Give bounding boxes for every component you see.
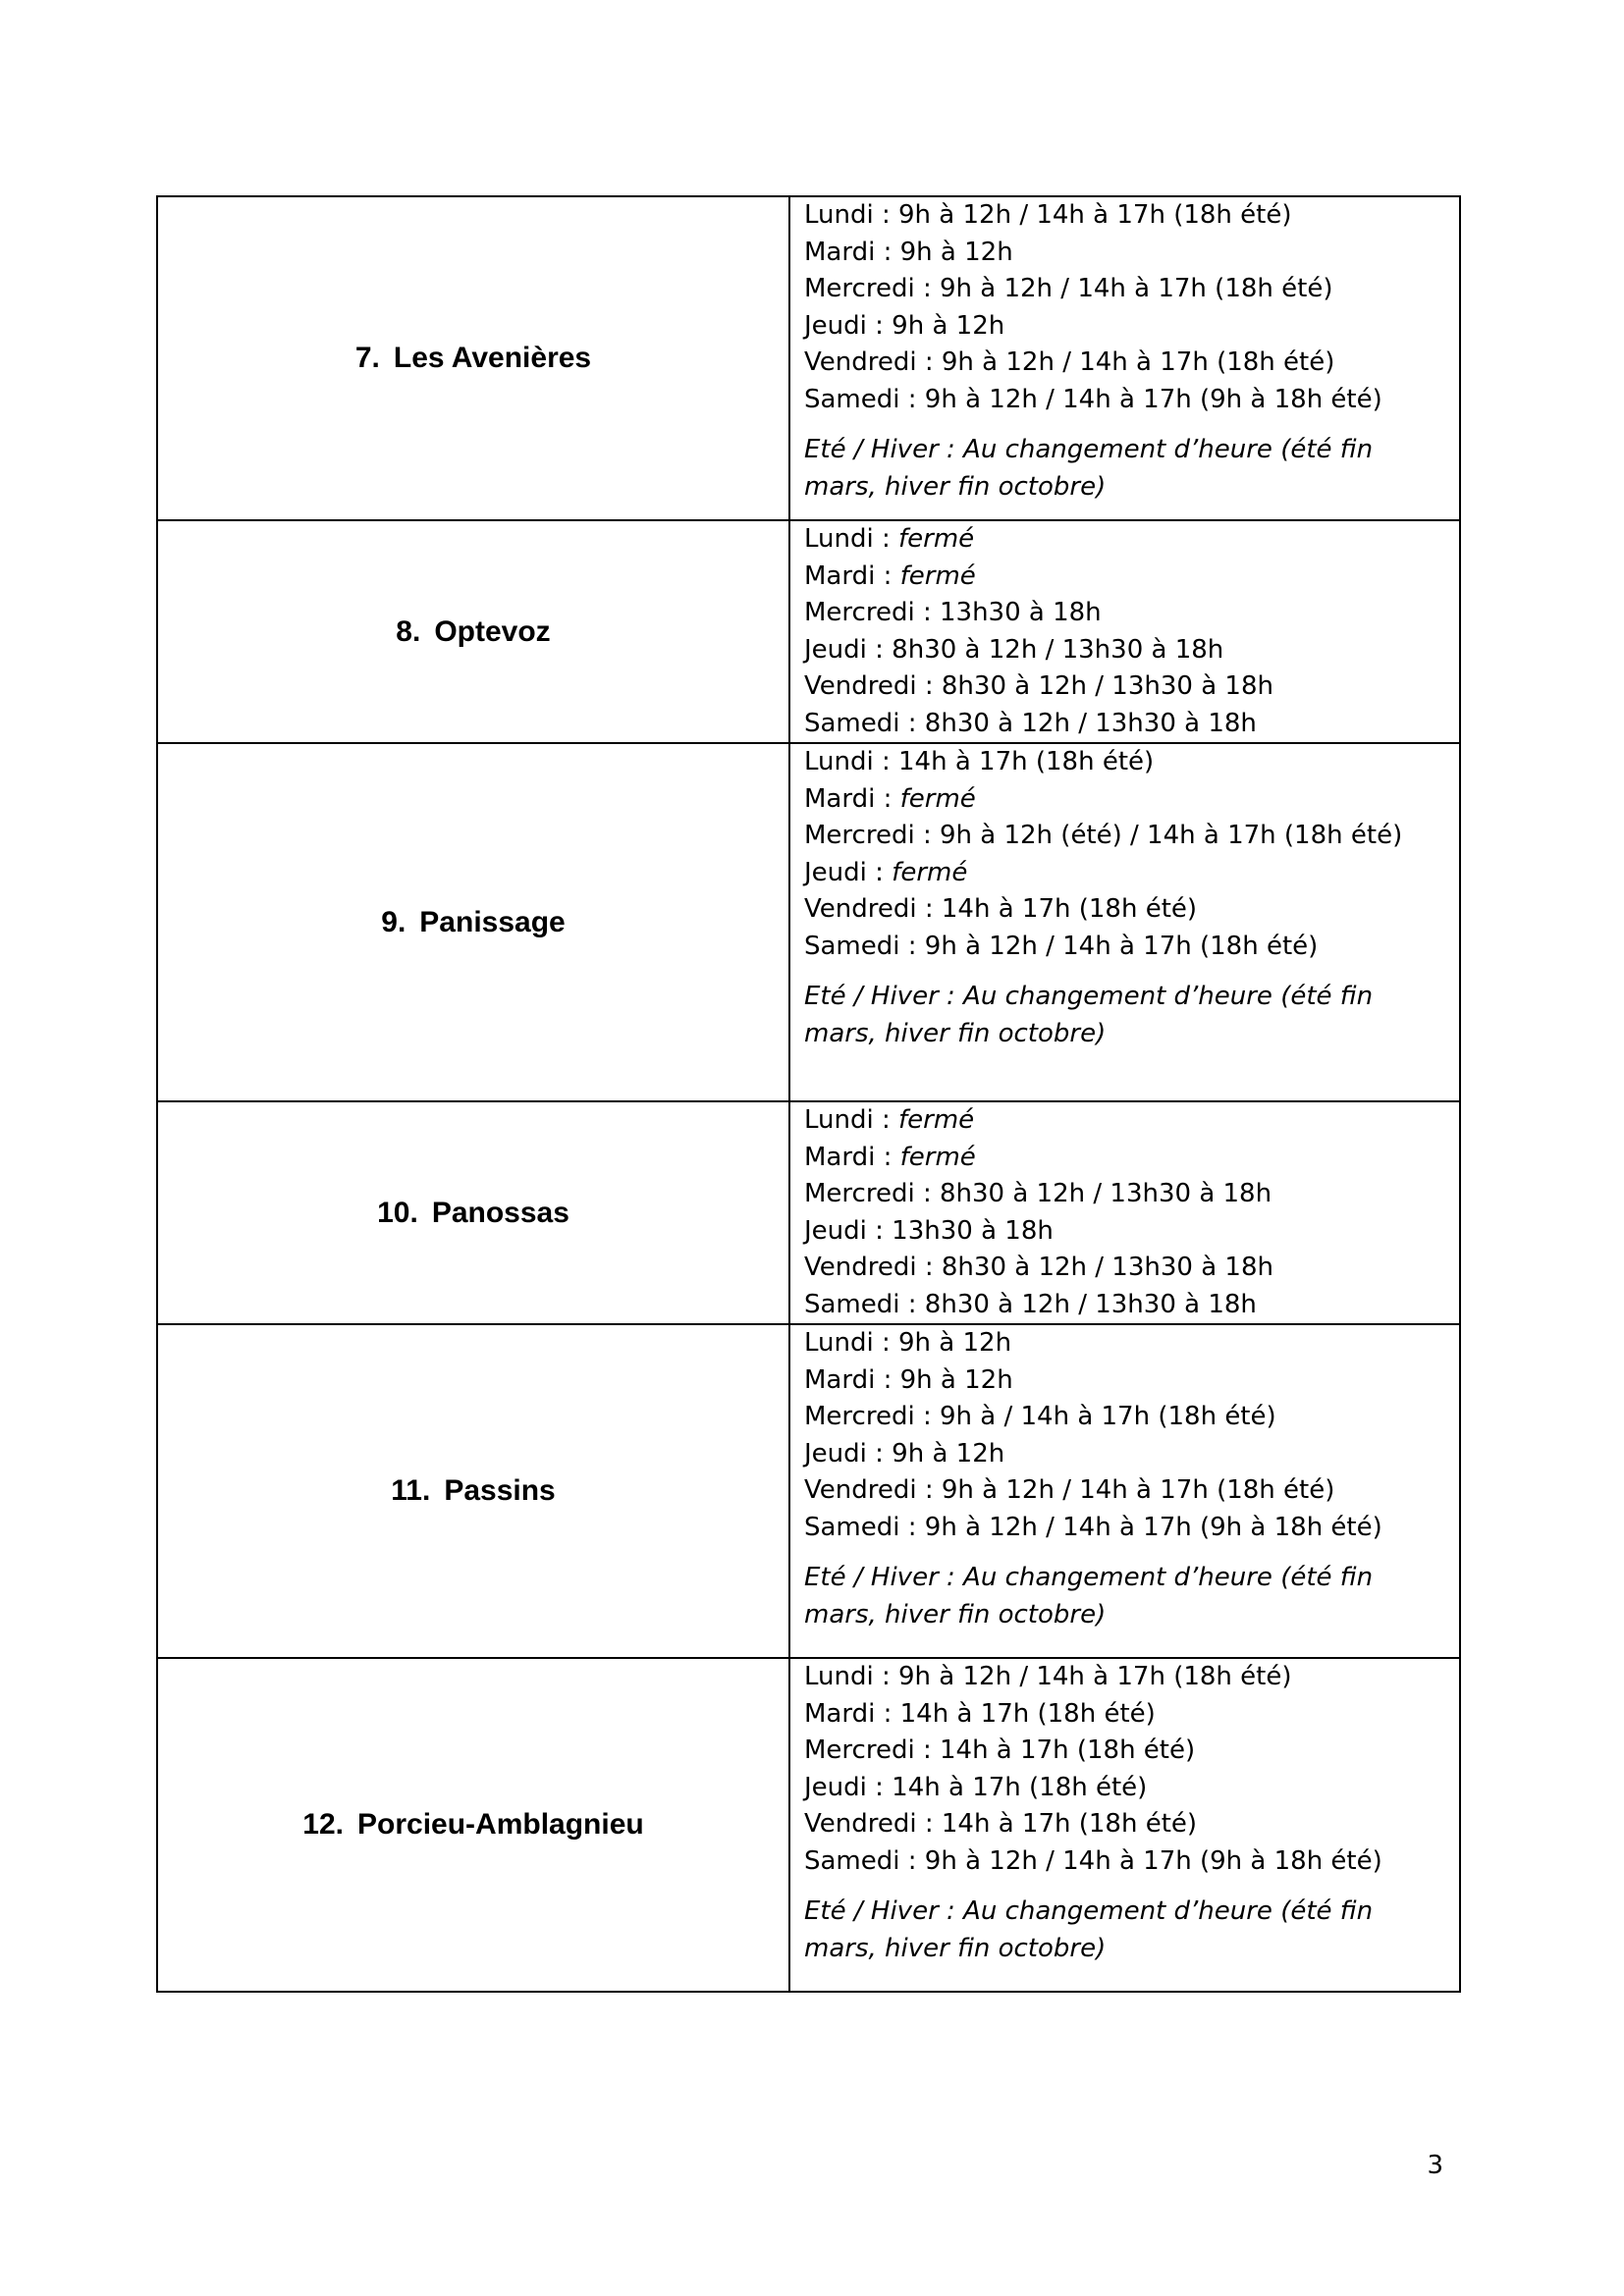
hours-value: 9h à / 14h à 17h (18h été): [939, 1402, 1276, 1431]
day-separator: :: [875, 1142, 900, 1172]
hours-value: 14h à 17h (18h été): [941, 1809, 1198, 1839]
schedule-cell: [789, 1658, 1460, 1992]
hours-value: fermé: [899, 1142, 976, 1172]
schedule-line: [804, 1362, 1447, 1400]
schedule-cell: [789, 1324, 1460, 1658]
hours-value: 9h à 12h: [892, 310, 1005, 341]
schedule-line: [804, 1325, 1447, 1362]
day-label: Samedi: [804, 708, 900, 738]
hours-value: 9h à 12h / 14h à 17h (18h été): [939, 274, 1333, 303]
day-label: Mercredi: [804, 1735, 915, 1765]
schedule-line: [804, 559, 1447, 596]
schedule-line: [804, 706, 1447, 743]
day-label: Lundi: [804, 1105, 874, 1135]
hours-value: 9h à 12h: [899, 237, 1013, 267]
day-separator: :: [916, 347, 942, 377]
day-separator: :: [873, 1662, 899, 1691]
hours-value: 14h à 17h (18h été): [892, 1772, 1148, 1802]
site-name-cell: [157, 520, 789, 743]
hours-value: 9h à 12h / 14h à 17h (9h à 18h été): [924, 1512, 1382, 1542]
site-name: Passins: [444, 1474, 556, 1507]
site-number: 7.: [354, 342, 380, 374]
day-separator: :: [866, 857, 893, 887]
table-row: [157, 743, 1460, 1101]
day-label: Mardi: [804, 237, 876, 267]
schedule-line: [804, 197, 1447, 235]
table-row: [157, 1101, 1460, 1324]
day-separator: :: [899, 1289, 925, 1319]
day-label: Mercredi: [804, 1402, 915, 1431]
day-separator: :: [914, 274, 940, 303]
site-name: Panissage: [419, 905, 566, 938]
table-row: [157, 1324, 1460, 1658]
day-label: Jeudi: [804, 1772, 867, 1802]
day-label: Vendredi: [804, 347, 917, 377]
site-name: Les Avenières: [393, 342, 592, 374]
hours-value: 13h30 à 18h: [939, 598, 1102, 627]
schedule-line: [804, 1213, 1447, 1251]
day-separator: :: [866, 1438, 893, 1468]
day-label: Jeudi: [804, 857, 867, 887]
schedule-line: [804, 632, 1447, 669]
schedule-line: [804, 1806, 1447, 1843]
schedule-line: [804, 271, 1447, 308]
day-separator: :: [899, 384, 925, 414]
day-label: Samedi: [804, 1845, 900, 1876]
schedule-line: [804, 1140, 1447, 1177]
day-separator: :: [914, 821, 940, 850]
day-label: Mardi: [804, 561, 876, 591]
day-separator: :: [875, 1698, 900, 1729]
site-name: Optevoz: [434, 614, 551, 648]
day-separator: :: [916, 894, 942, 924]
schedule-line: [804, 668, 1447, 706]
day-label: Mardi: [804, 1698, 876, 1729]
day-separator: :: [916, 1809, 942, 1839]
day-label: Samedi: [804, 1512, 900, 1542]
season-note: Eté / Hiver : Au changement d’heure (été fin mars, hiver fin octobre): [804, 982, 1374, 1048]
hours-value: 14h à 17h (18h été): [939, 1735, 1196, 1765]
hours-value: 9h à 12h / 14h à 17h (9h à 18h été): [924, 1845, 1382, 1876]
site-number: 8.: [396, 614, 421, 648]
season-note: Eté / Hiver : Au changement d’heure (été fin mars, hiver fin octobre): [804, 1563, 1374, 1629]
day-label: Samedi: [804, 384, 900, 414]
schedule-line: [804, 1843, 1447, 1881]
day-label: Vendredi: [804, 894, 917, 924]
hours-value: 8h30 à 12h / 13h30 à 18h: [892, 634, 1224, 665]
site-number: 12.: [302, 1808, 344, 1841]
day-label: Jeudi: [804, 1438, 867, 1468]
schedule-line: [804, 1770, 1447, 1807]
schedule-line: [804, 308, 1447, 346]
hours-value: 8h30 à 12h / 13h30 à 18h: [939, 1179, 1272, 1208]
hours-value: 9h à 12h / 14h à 17h (9h à 18h été): [924, 384, 1382, 414]
season-note: Eté / Hiver : Au changement d’heure (été fin mars, hiver fin octobre): [804, 435, 1374, 502]
day-separator: :: [873, 1328, 899, 1358]
day-label: Lundi: [804, 200, 874, 230]
day-label: Jeudi: [804, 310, 867, 341]
day-separator: :: [873, 524, 899, 554]
schedule-line: [804, 855, 1447, 892]
table-row: [157, 1658, 1460, 1992]
day-separator: :: [916, 671, 942, 701]
schedule-line: [804, 781, 1447, 819]
site-name-cell: [157, 1324, 789, 1658]
schedule-line: [804, 1399, 1447, 1436]
schedule-line: [804, 345, 1447, 382]
schedule-line: [804, 1436, 1447, 1473]
schedule-line: [804, 1176, 1447, 1213]
schedule-line: [804, 1472, 1447, 1510]
schedule-line: [804, 521, 1447, 559]
schedule-line: [804, 1250, 1447, 1287]
site-name-cell: [157, 743, 789, 1101]
schedule-line: [804, 1102, 1447, 1140]
schedule-line: [804, 595, 1447, 632]
site-name-cell: [157, 1101, 789, 1324]
day-separator: :: [914, 1179, 940, 1208]
hours-value: 8h30 à 12h / 13h30 à 18h: [924, 708, 1257, 738]
schedule-line: [804, 891, 1447, 929]
hours-value: 8h30 à 12h / 13h30 à 18h: [941, 671, 1273, 701]
day-separator: :: [875, 237, 900, 267]
hours-value: fermé: [898, 524, 975, 554]
schedule-cell: [789, 196, 1460, 520]
hours-value: 9h à 12h / 14h à 17h (18h été): [941, 347, 1335, 377]
day-separator: :: [914, 598, 940, 627]
page-number: 3: [1427, 2151, 1443, 2180]
hours-value: 14h à 17h (18h été): [898, 747, 1155, 776]
day-separator: :: [914, 1735, 940, 1765]
opening-hours-table: [156, 195, 1461, 1993]
day-label: Jeudi: [804, 1215, 867, 1246]
day-label: Mercredi: [804, 1179, 915, 1208]
day-separator: :: [916, 1475, 942, 1505]
day-separator: :: [866, 634, 893, 665]
table-row: [157, 520, 1460, 743]
schedule-line: [804, 1733, 1447, 1770]
season-note: Eté / Hiver : Au changement d’heure (été fin mars, hiver fin octobre): [804, 1896, 1374, 1963]
hours-value: fermé: [898, 1105, 975, 1135]
site-number: 11.: [391, 1474, 431, 1507]
schedule-line: [804, 1696, 1447, 1734]
site-number: 10.: [377, 1196, 418, 1229]
day-separator: :: [899, 931, 925, 961]
schedule-line: [804, 744, 1447, 781]
day-separator: :: [875, 1364, 900, 1395]
hours-value: 9h à 12h / 14h à 17h (18h été): [924, 931, 1319, 961]
hours-value: fermé: [899, 783, 976, 814]
hours-value: fermé: [892, 857, 968, 887]
day-label: Lundi: [804, 747, 874, 776]
site-name-cell: [157, 196, 789, 520]
day-separator: :: [899, 1512, 925, 1542]
hours-value: fermé: [899, 561, 976, 591]
hours-value: 8h30 à 12h / 13h30 à 18h: [941, 1253, 1273, 1282]
day-label: Vendredi: [804, 671, 917, 701]
day-separator: :: [873, 747, 899, 776]
day-separator: :: [873, 200, 899, 230]
hours-value: 9h à 12h (été) / 14h à 17h (18h été): [939, 821, 1403, 850]
table-body: [157, 196, 1460, 1992]
schedule-line: [804, 818, 1447, 855]
schedule-line: [804, 235, 1447, 272]
site-name-cell: [157, 1658, 789, 1992]
day-label: Mardi: [804, 1142, 876, 1172]
schedule-line: [804, 382, 1447, 419]
schedule-line: [804, 1510, 1447, 1547]
day-separator: :: [899, 708, 925, 738]
hours-value: 9h à 12h: [899, 1364, 1013, 1395]
day-separator: :: [875, 561, 900, 591]
schedule-cell: [789, 1101, 1460, 1324]
schedule-line: [804, 929, 1447, 966]
day-label: Mardi: [804, 783, 876, 814]
day-separator: :: [873, 1105, 899, 1135]
day-label: Mercredi: [804, 821, 915, 850]
day-label: Lundi: [804, 1662, 874, 1691]
table-row: [157, 196, 1460, 520]
hours-value: 9h à 12h / 14h à 17h (18h été): [941, 1475, 1335, 1505]
day-label: Mardi: [804, 1364, 876, 1395]
day-label: Mercredi: [804, 598, 915, 627]
hours-value: 9h à 12h: [898, 1328, 1012, 1358]
day-separator: :: [875, 783, 900, 814]
hours-value: 9h à 12h: [892, 1438, 1005, 1468]
day-label: Jeudi: [804, 634, 867, 665]
day-label: Samedi: [804, 931, 900, 961]
schedule-line: [804, 1287, 1447, 1324]
day-separator: :: [866, 1772, 893, 1802]
day-separator: :: [866, 310, 893, 341]
hours-value: 9h à 12h / 14h à 17h (18h été): [898, 200, 1292, 230]
hours-value: 9h à 12h / 14h à 17h (18h été): [898, 1662, 1292, 1691]
day-label: Vendredi: [804, 1253, 917, 1282]
hours-value: 14h à 17h (18h été): [899, 1698, 1156, 1729]
site-number: 9.: [381, 905, 406, 938]
day-separator: :: [914, 1402, 940, 1431]
schedule-cell: [789, 520, 1460, 743]
day-label: Vendredi: [804, 1475, 917, 1505]
day-label: Lundi: [804, 1328, 874, 1358]
day-label: Samedi: [804, 1289, 900, 1319]
day-label: Vendredi: [804, 1809, 917, 1839]
day-separator: :: [866, 1215, 893, 1246]
hours-value: 14h à 17h (18h été): [941, 894, 1198, 924]
day-label: Mercredi: [804, 274, 915, 303]
site-name: Panossas: [431, 1196, 569, 1229]
day-separator: :: [899, 1845, 925, 1876]
day-separator: :: [916, 1253, 942, 1282]
schedule-line: [804, 1659, 1447, 1696]
hours-value: 8h30 à 12h / 13h30 à 18h: [924, 1289, 1257, 1319]
site-name: Porcieu-Amblagnieu: [357, 1808, 644, 1841]
schedule-cell: [789, 743, 1460, 1101]
day-label: Lundi: [804, 524, 874, 554]
hours-value: 13h30 à 18h: [892, 1215, 1054, 1246]
